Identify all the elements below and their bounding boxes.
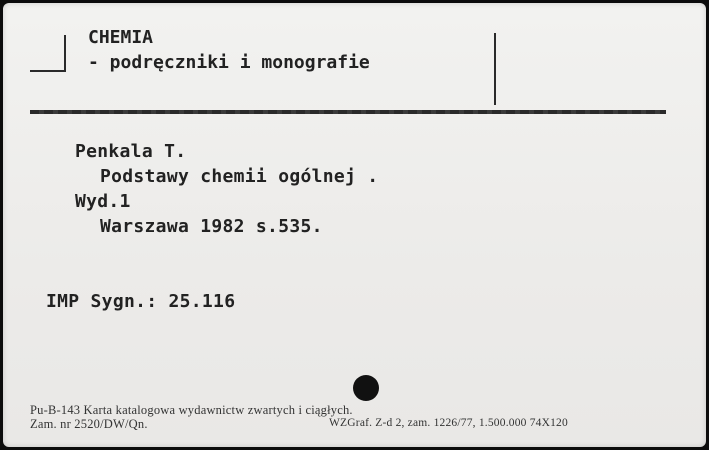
header-right-vertical-rule: [494, 33, 496, 105]
header-left-horizontal-rule: [30, 70, 66, 72]
imprint-line: Warszawa 1982 s.535.: [100, 216, 323, 237]
author-line: Penkala T.: [75, 141, 187, 162]
header-separator-rule: [30, 110, 666, 114]
footer-order-number: Zam. nr 2520/DW/Qn.: [30, 417, 148, 431]
catalog-card: [3, 3, 706, 447]
signature-line: IMP Sygn.: 25.116: [46, 291, 236, 312]
edition-line: Wyd.1: [75, 191, 131, 212]
title-line: Podstawy chemii ogólnej .: [100, 166, 379, 187]
subcategory-heading: - podręczniki i monografie: [88, 52, 370, 73]
punch-hole: [353, 375, 379, 401]
footer-form-line: Pu-B-143 Karta katalogowa wydawnictw zwartych i ciągłych.: [30, 403, 353, 417]
header-left-vertical-rule: [64, 35, 66, 71]
footer-printer-info: WZGraf. Z-d 2, zam. 1226/77, 1.500.000 74X120: [329, 417, 568, 429]
category-heading: CHEMIA: [88, 27, 154, 48]
